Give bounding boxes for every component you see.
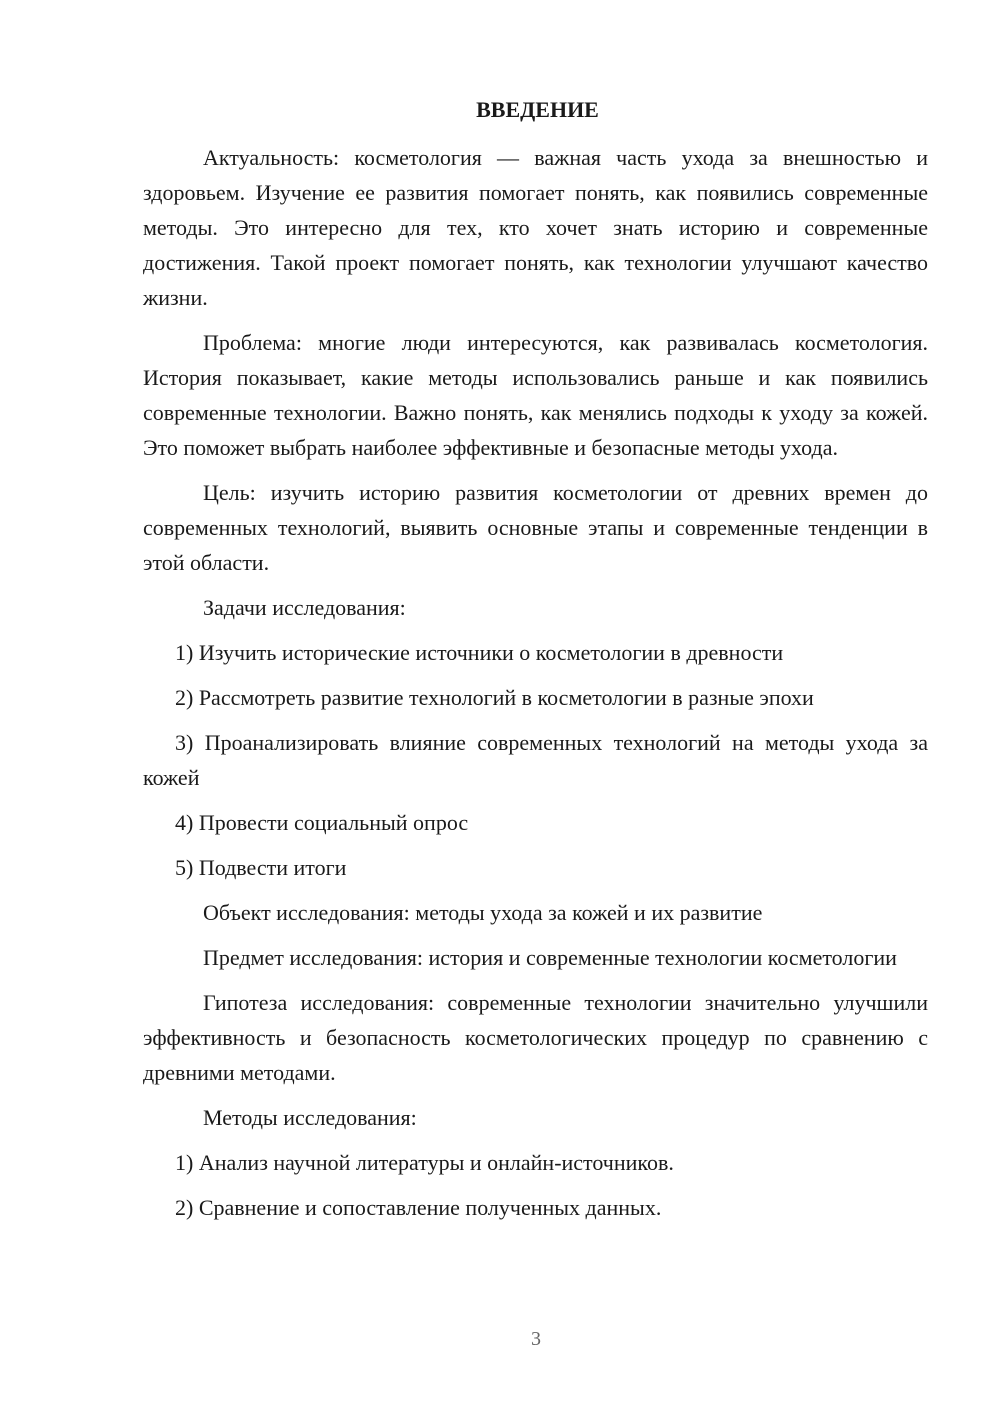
task-item-5: 5) Подвести итоги [175, 855, 347, 880]
paragraph-subject: Предмет исследования: история и современные технологии косметологии [203, 945, 897, 970]
paragraph-relevance: Актуальность: косметология — важная часть ухода за внешностью и здоровьем. Изучение ее развития помогает понять, как появились современные методы. Это интересно для тех, кто хочет знать историю и современные достижения. Такой проект помогает понять, как технологии улучшают качество жизни. [143, 145, 928, 310]
page-number: 3 [531, 1328, 541, 1350]
paragraph-problem: Проблема: многие люди интересуются, как развивалась косметология. История показывает, какие методы использовались раньше и как появились современные технологии. Важно понять, как менялись подходы к уходу за кожей. Это поможет выбрать наиболее эффективные и безопасные методы ухода. [143, 330, 928, 460]
paragraph-goal: Цель: изучить историю развития косметологии от древних времен до современных технологий, выявить основные этапы и современные тенденции в этой области. [143, 480, 928, 575]
method-item-1: 1) Анализ научной литературы и онлайн-источников. [175, 1150, 674, 1175]
task-item-4: 4) Провести социальный опрос [175, 810, 469, 835]
page-title: ВВЕДЕНИЕ [476, 97, 599, 122]
methods-heading: Методы исследования: [203, 1105, 417, 1130]
task-item-3: 3) Проанализировать влияние современных технологий на методы ухода за кожей [143, 730, 928, 790]
tasks-heading: Задачи исследования: [203, 595, 406, 620]
task-item-1: 1) Изучить исторические источники о косметологии в древности [175, 640, 784, 665]
task-item-2: 2) Рассмотреть развитие технологий в косметологии в разные эпохи [175, 685, 814, 710]
paragraph-object: Объект исследования: методы ухода за кожей и их развитие [203, 900, 763, 925]
paragraph-hypothesis: Гипотеза исследования: современные технологии значительно улучшили эффективность и безопасность косметологических процедур по сравнению с древними методами. [143, 990, 928, 1085]
page-content [143, 92, 928, 1235]
method-item-2: 2) Сравнение и сопоставление полученных данных. [175, 1195, 662, 1220]
